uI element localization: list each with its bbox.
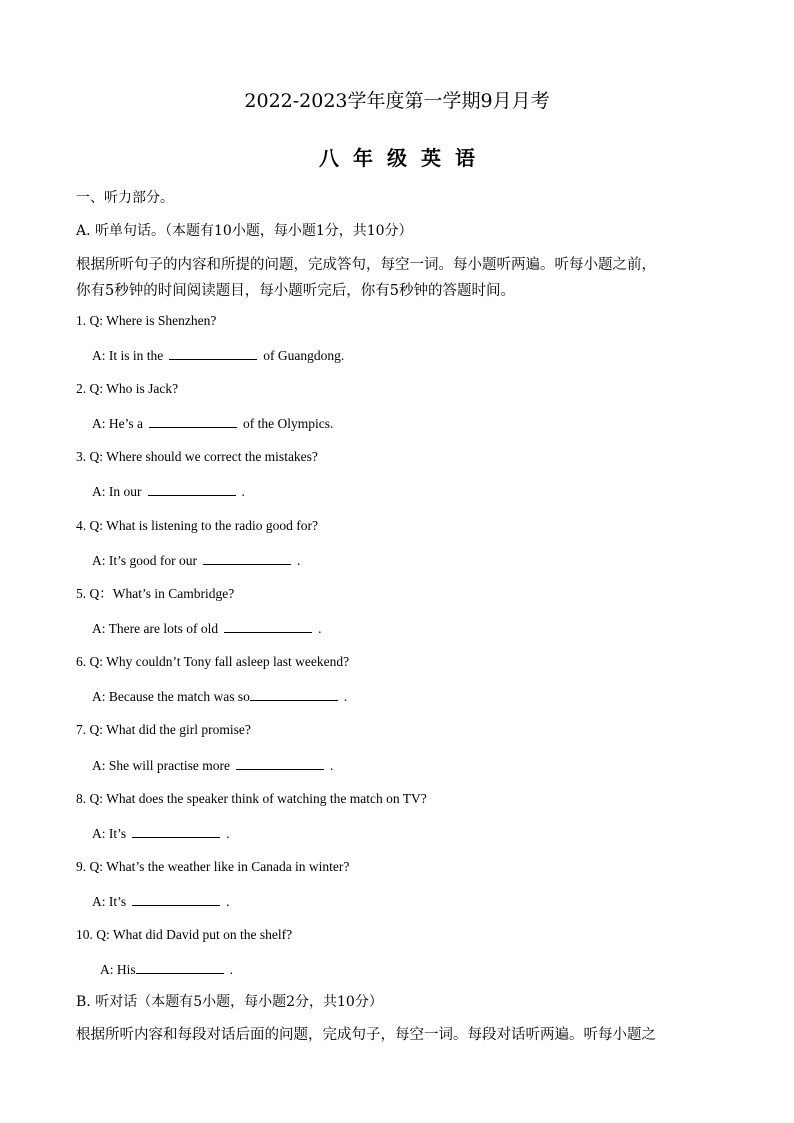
answer-9-prefix: A: It’s [92,894,127,909]
answer-1-suffix: of Guangdong. [263,348,345,363]
answer-3 [92,481,245,502]
answer-1-blank[interactable] [169,345,257,360]
answer-1 [92,345,344,366]
question-3: 3. Q: Where should we correct the mistakes? [76,449,318,464]
answer-4-blank[interactable] [203,550,291,565]
answer-5-suffix: . [318,621,322,636]
answer-7-suffix: . [329,758,334,773]
answer-9-blank[interactable] [132,891,220,906]
answer-1-prefix: A: It is in the [92,348,164,363]
answer-10 [100,959,233,980]
exam-subtitle: 八年级英语 [319,146,489,170]
question-8: 8. Q: What does the speaker think of watching the match on TV? [76,791,427,806]
answer-6 [92,686,347,707]
question-9: 9. Q: What’s the weather like in Canada in winter? [76,859,350,874]
answer-2-suffix: of the Olympics. [243,416,334,431]
answer-8-suffix: . [226,826,230,841]
answer-7-blank[interactable] [236,755,324,770]
answer-4-suffix: . [297,553,301,568]
answer-9 [92,891,230,912]
answer-3-prefix: A: In our [92,484,142,499]
answer-5-blank[interactable] [224,618,312,633]
question-4: 4. Q: What is listening to the radio good for? [76,518,318,533]
part-b-instructions-line-1: 根据所听内容和每段对话后面的问题，完成句子，每空一词。每段对话听两遍。听每小题之 [76,1027,656,1043]
answer-5-prefix: A: There are lots of old [92,621,219,636]
answer-4-prefix: A: It’s good for our [92,553,197,568]
answer-9-suffix: . [226,894,230,909]
question-6: 6. Q: Why couldn’t Tony fall asleep last weekend? [76,654,350,669]
part-b-heading: B. 听对话（本题有5小题，每小题2分，共10分） [76,994,383,1010]
answer-2-prefix: A: He’s a [92,416,143,431]
part-a-instructions-line-1: 根据所听句子的内容和所提的问题，完成答句，每空一词。每小题听两遍。听每小题之前， [76,257,656,273]
exam-title: 2022-2023学年度第一学期9月月考 [244,90,550,112]
answer-6-blank[interactable] [250,686,338,701]
answer-8-prefix: A: It’s [92,826,127,841]
answer-8 [92,823,230,844]
answer-7 [92,755,333,776]
answer-5 [92,618,321,639]
answer-2-blank[interactable] [149,413,237,428]
answer-7-prefix: A: She will practise more [92,758,230,773]
part-a-instructions-line-2: 你有5秒钟的时间阅读题目，每小题听完后，你有5秒钟的答题时间。 [76,283,515,299]
question-1: 1. Q: Where is Shenzhen? [76,313,217,328]
question-7: 7. Q: What did the girl promise? [76,722,251,737]
question-2: 2. Q: Who is Jack? [76,381,179,396]
answer-2 [92,413,333,434]
section-heading-listening: 一、听力部分。 [76,190,174,206]
answer-4 [92,550,300,571]
answer-10-suffix: . [229,962,234,977]
answer-3-blank[interactable] [148,481,236,496]
part-a-heading: A. 听单句话。（本题有10小题，每小题1分，共10分） [76,223,413,239]
answer-10-blank[interactable] [136,959,224,974]
answer-8-blank[interactable] [132,823,220,838]
answer-6-prefix: A: Because the match was so [92,689,250,704]
part-a-instructions [76,252,726,304]
part-b-instructions [76,1022,726,1048]
answer-6-suffix: . [343,689,348,704]
question-5: 5. Q：What’s in Cambridge? [76,586,235,601]
answer-10-prefix: A: His [100,962,136,977]
answer-3-suffix: . [241,484,245,499]
question-10: 10. Q: What did David put on the shelf? [76,927,293,942]
